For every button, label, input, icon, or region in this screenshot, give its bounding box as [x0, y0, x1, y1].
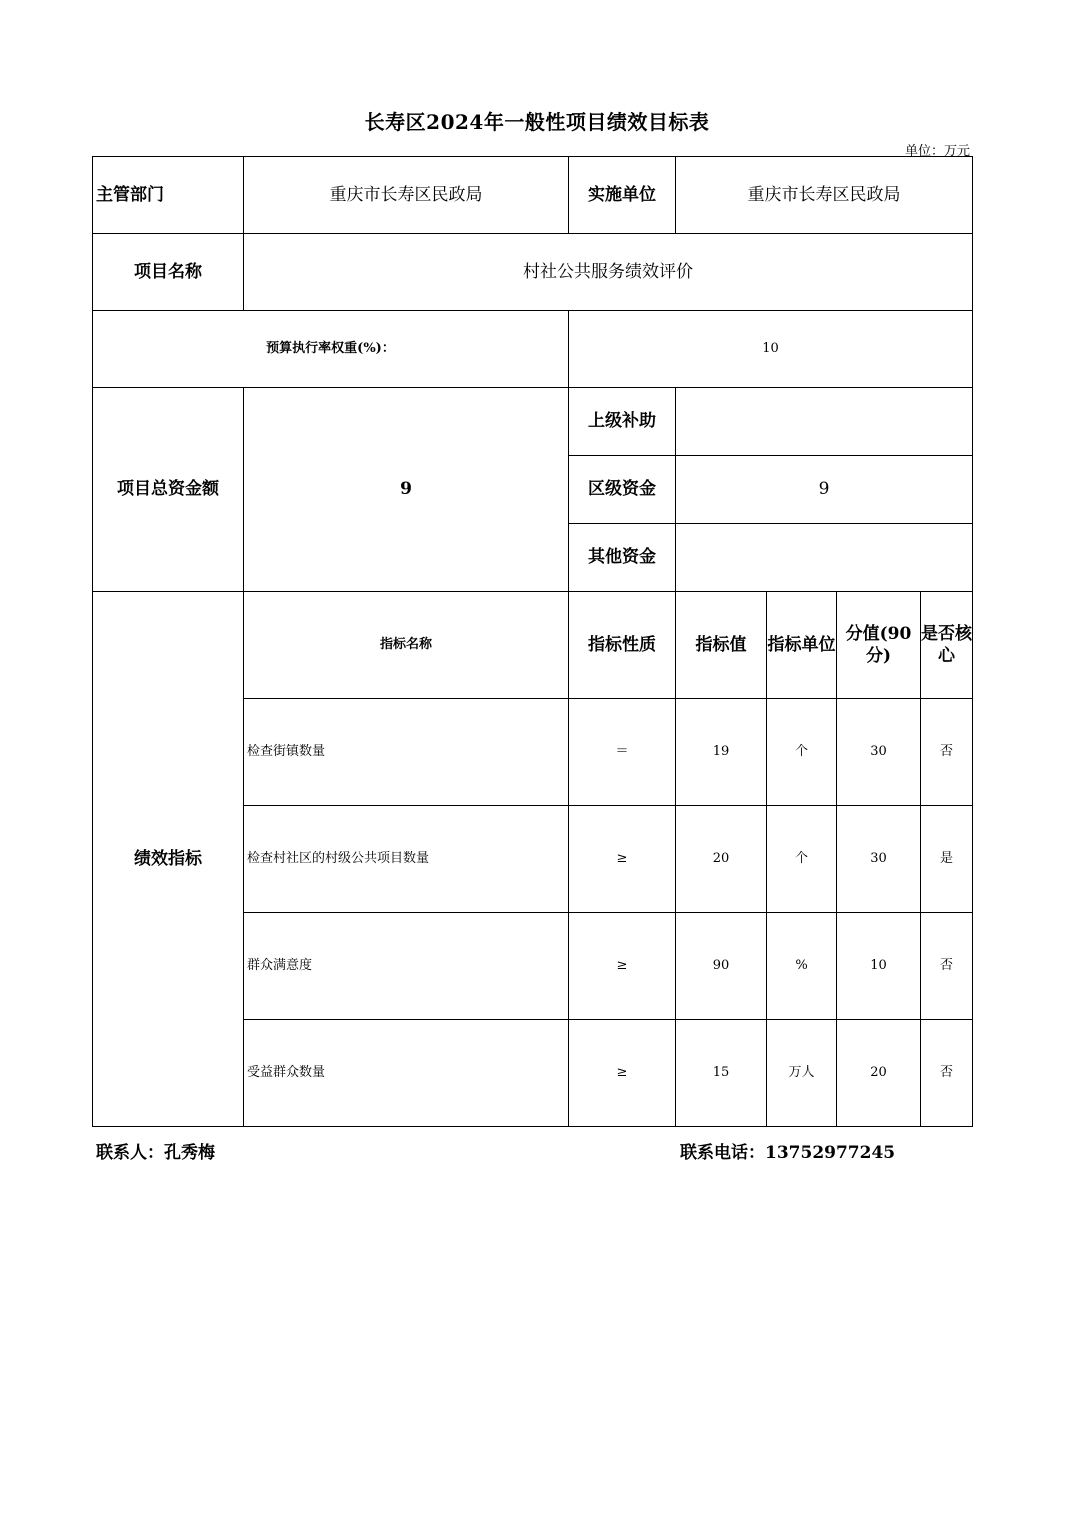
col-is-core: 是否核心 — [921, 592, 973, 699]
indicator-unit: 个 — [767, 699, 837, 806]
indicator-score: 30 — [837, 806, 921, 913]
superior-subsidy-value — [676, 388, 973, 456]
total-funds-value: 9 — [244, 388, 569, 592]
indicator-nature: ≥ — [569, 1020, 676, 1127]
dept-label: 主管部门 — [93, 157, 244, 234]
budget-weight-row — [93, 311, 973, 388]
indicator-core: 否 — [921, 913, 973, 1020]
performance-section-label: 绩效指标 — [93, 592, 244, 1127]
impl-label: 实施单位 — [569, 157, 676, 234]
indicator-value: 15 — [676, 1020, 767, 1127]
col-score: 分值(90分) — [837, 592, 921, 699]
superior-subsidy-label: 上级补助 — [569, 388, 676, 456]
indicator-nature: ≥ — [569, 806, 676, 913]
indicator-header-row — [93, 592, 973, 699]
indicator-value: 20 — [676, 806, 767, 913]
dept-value: 重庆市长寿区民政局 — [244, 157, 569, 234]
other-funds-label: 其他资金 — [569, 524, 676, 592]
district-funds-value: 9 — [676, 456, 973, 524]
indicator-unit: 万人 — [767, 1020, 837, 1127]
col-indicator-nature: 指标性质 — [569, 592, 676, 699]
other-funds-value — [676, 524, 973, 592]
indicator-score: 30 — [837, 699, 921, 806]
impl-value: 重庆市长寿区民政局 — [676, 157, 973, 234]
indicator-nature: ＝ — [569, 699, 676, 806]
document-title: 长寿区2024年一般性项目绩效目标表 — [364, 110, 710, 134]
project-row — [93, 234, 973, 311]
indicator-score: 20 — [837, 1020, 921, 1127]
indicator-unit: 个 — [767, 806, 837, 913]
total-funds-label: 项目总资金额 — [93, 388, 244, 592]
indicator-nature: ≥ — [569, 913, 676, 1020]
indicator-value: 19 — [676, 699, 767, 806]
indicator-unit: % — [767, 913, 837, 1020]
indicator-core: 否 — [921, 1020, 973, 1127]
indicator-name: 群众满意度 — [244, 913, 569, 1020]
indicator-score: 10 — [837, 913, 921, 1020]
col-indicator-name: 指标名称 — [244, 592, 569, 699]
indicator-core: 否 — [921, 699, 973, 806]
indicator-name: 检查村社区的村级公共项目数量 — [244, 806, 569, 913]
district-funds-label: 区级资金 — [569, 456, 676, 524]
contact-person: 联系人：孔秀梅 — [96, 1143, 215, 1163]
budget-weight-value: 10 — [569, 311, 973, 388]
unit-label: 单位：万元 — [904, 144, 970, 159]
funds-row-1 — [93, 388, 973, 456]
indicator-name: 检查街镇数量 — [244, 699, 569, 806]
header-row — [93, 157, 973, 234]
col-indicator-unit: 指标单位 — [767, 592, 837, 699]
indicator-name: 受益群众数量 — [244, 1020, 569, 1127]
contact-phone: 联系电话：13752977245 — [680, 1143, 896, 1163]
project-name-value: 村社公共服务绩效评价 — [244, 234, 973, 311]
col-indicator-value: 指标值 — [676, 592, 767, 699]
performance-target-table — [92, 156, 973, 1127]
indicator-value: 90 — [676, 913, 767, 1020]
project-name-label: 项目名称 — [93, 234, 244, 311]
budget-weight-label: 预算执行率权重(%)： — [93, 311, 569, 388]
indicator-core: 是 — [921, 806, 973, 913]
